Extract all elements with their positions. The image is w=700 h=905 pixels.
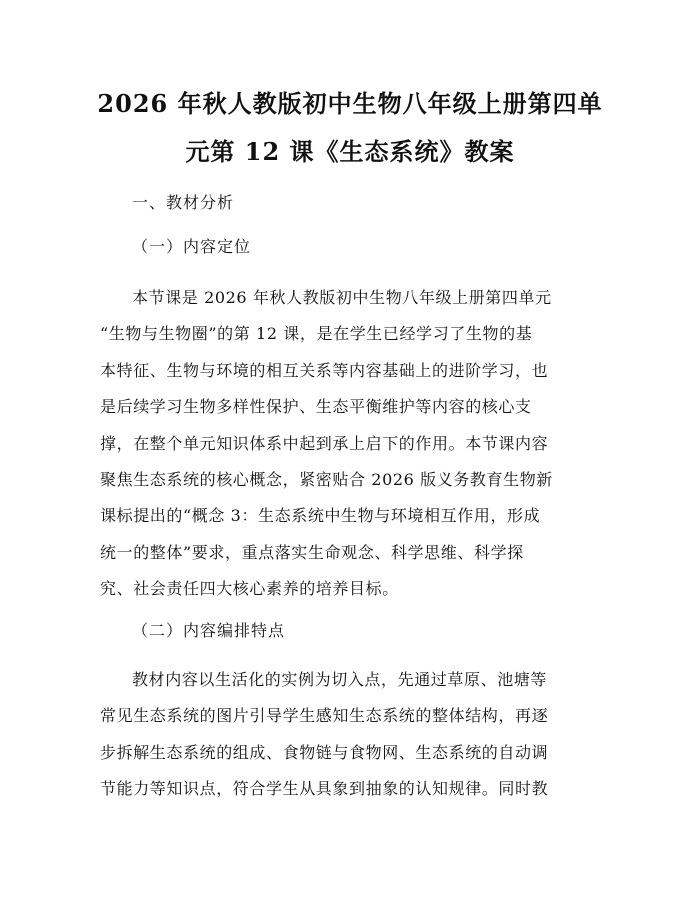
paragraph-line: 节能力等知识点，符合学生从具象到抽象的认知规律。同时教 — [100, 779, 549, 799]
paragraph-content-arrangement — [100, 662, 600, 808]
section-heading-textbook-analysis: 一、教材分析 — [132, 193, 235, 212]
paragraph-line: 统一的整体”要求，重点落实生命观念、科学思维、科学探 — [100, 542, 524, 562]
paragraph-line: 是后续学习生物多样性保护、生态平衡维护等内容的核心支 — [100, 397, 532, 417]
paragraph-line: 常见生态系统的图片引导学生感知生态系统的整体结构，再逐 — [100, 706, 549, 726]
document-title-line-2: 元第 12 课《生态系统》教案 — [185, 137, 515, 166]
subsection-heading-content-positioning: （一）内容定位 — [132, 237, 252, 256]
paragraph-line: “生物与生物圈”的第 12 课，是在学生已经学习了生物的基 — [100, 324, 533, 344]
paragraph-line: 本节课是 2026 年秋人教版初中生物八年级上册第四单元 — [132, 288, 552, 307]
document-title-line-1: 2026 年秋人教版初中生物八年级上册第四单 — [97, 89, 603, 118]
paragraph-line: 究、社会责任四大核心素养的培养目标。 — [100, 579, 399, 599]
paragraph-line: 撑，在整个单元知识体系中起到承上启下的作用。本节课内容 — [100, 433, 549, 453]
paragraph-line: 步拆解生态系统的组成、食物链与食物网、生态系统的自动调 — [100, 742, 549, 762]
paragraph-line: 本特征、生物与环境的相互关系等内容基础上的进阶学习，也 — [100, 360, 549, 380]
paragraph-line: 课标提出的“概念 3：生态系统中生物与环境相互作用，形成 — [100, 506, 541, 526]
subsection-heading-content-arrangement: （二）内容编排特点 — [132, 621, 286, 640]
paragraph-content-positioning — [100, 280, 600, 608]
paragraph-line: 聚焦生态系统的核心概念，紧密贴合 2026 版义务教育生物新 — [100, 469, 553, 489]
paragraph-line: 教材内容以生活化的实例为切入点，先通过草原、池塘等 — [132, 670, 548, 689]
